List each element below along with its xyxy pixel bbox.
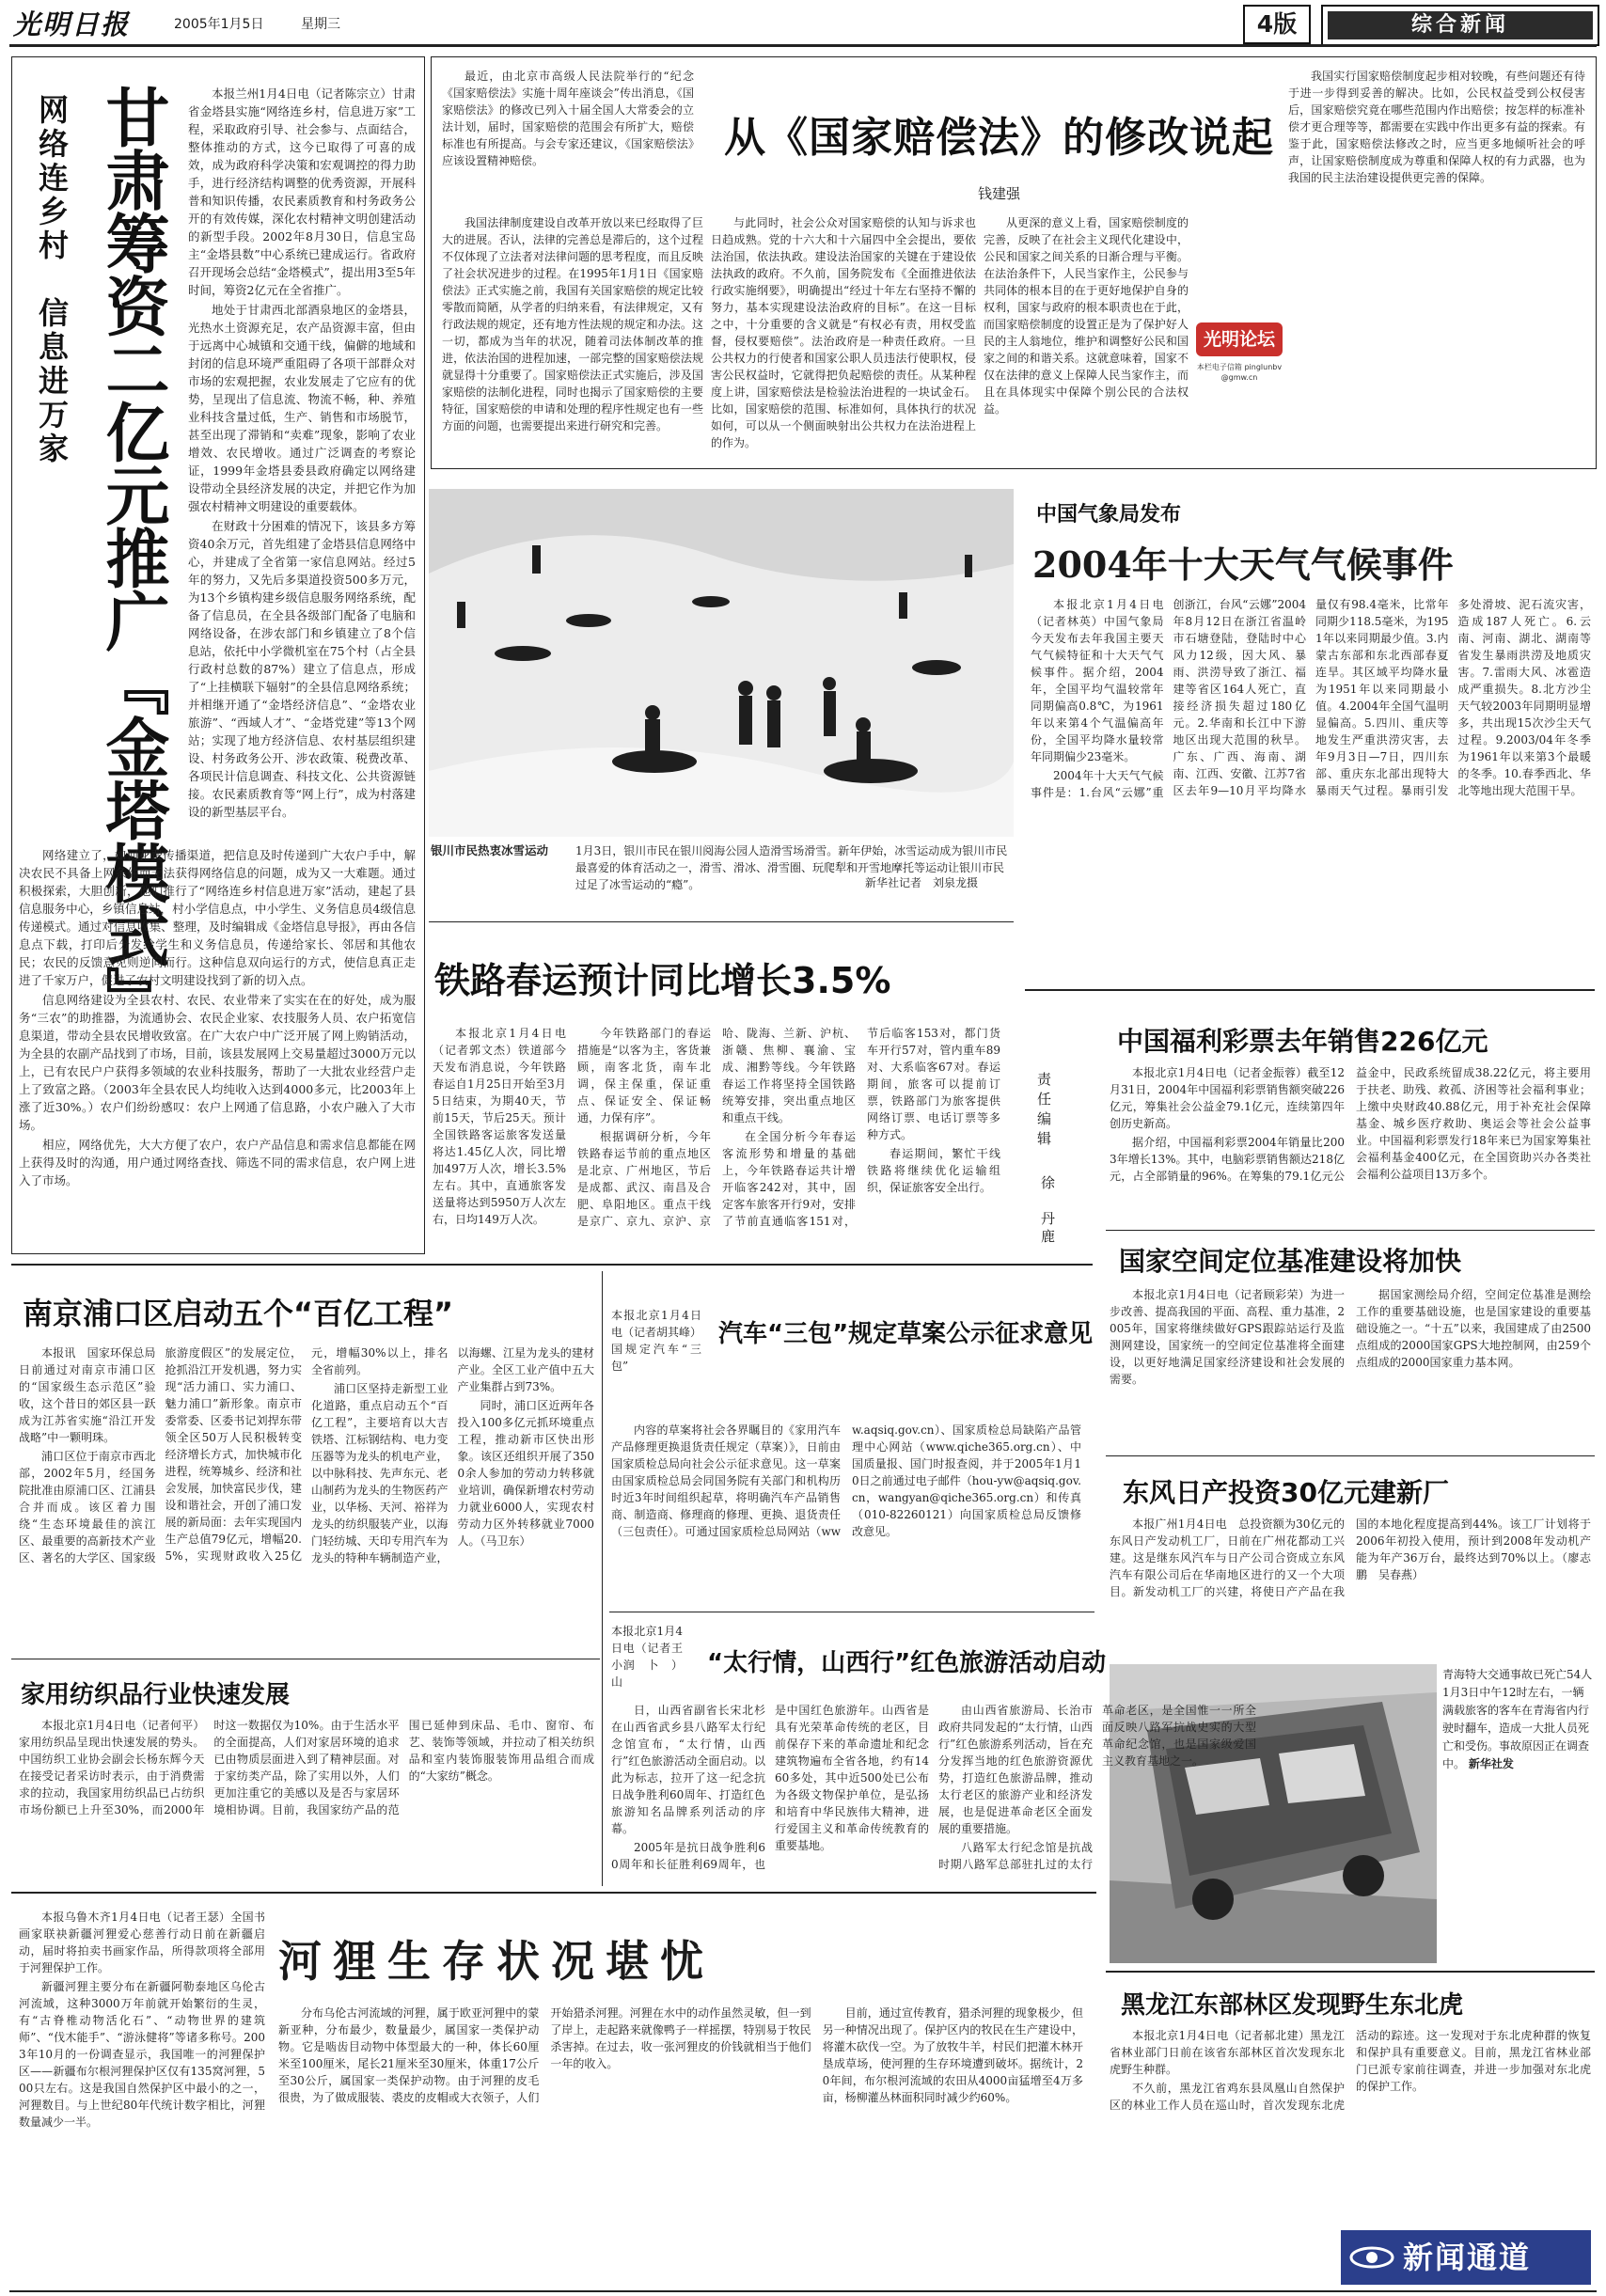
- gansu-body-top: [188, 85, 416, 844]
- auto-byline: 本报北京1月4日电（记者胡其峰）国规定汽车“三包”: [611, 1309, 702, 1373]
- taihang-title: “太行情，山西行”红色旅游活动启动: [707, 1649, 1107, 1677]
- paragraph: 与此同时，社会公众对国家赔偿的认知与诉求也日趋成熟。党的十六大和十六届四中全会提出，要依法治国，依法执政。建设法治国家的关键在于建设依法执政的政府。不久前，国务院发布《全面推进依法行政实施纲要》，明确提出“经过十年左右坚持不懈的努力，基本实现建设法治政府的目标”。在这一目标之中，十分重要的含义就是“有权必有责，用权受监督，侵权要赔偿”。法治政府是一种责任政府。一旦公共权力的行使者和国家公职人员违法行使职权，侵害公民权益时，它就得把负起赔偿的责任。从某种程度上讲，国家赔偿法是检验法治进程的一块试金石。比如，国家赔偿的范围、标准如何，具体执行的状况如何，可以从一个侧面映射出公共权力在法治进程上的作为。: [711, 216, 976, 449]
- paragraph: 在全国分析今年春运客流形势和增量的基础上，今年铁路春运共计增开临客242对，其中，固定客车旅客开行9对，安排了节前直通临客151对，节后临客153对，都门货车开行57对，管内重车89对、大系临客67对。春运期间，旅客可以提前订票，铁路部门为旅客提供网络订票、电话订票等多种方式。: [722, 1027, 1000, 1228]
- accident-caption: [1442, 1666, 1604, 1963]
- dongfeng-title: 东风日产投资30亿元建新厂: [1123, 1477, 1449, 1508]
- section-name: 综合新闻: [1410, 13, 1509, 37]
- satellite-icon: [1348, 2238, 1395, 2277]
- paragraph: 日，山西省副省长宋北杉在山西省武乡县八路军太行纪念馆宣布，“太行情，山西行”红色旅游活动全面启动。以此为标志，拉开了这一纪念抗日战争胜利60周年、打造红色旅游知名品牌系列活动的序幕。: [611, 1704, 765, 1835]
- editor-names: 徐 丹鹿: [1039, 1175, 1056, 1247]
- weather-title: 2004年十大天气气候事件: [1032, 543, 1454, 586]
- paragraph: 内容的草案将社会各界瞩目的《家用汽车产品修理更换退货责任规定（草案）》，日前由国家质检总局向社会公示征求意见。这一草案由国家质检总局会同国务院有关部门和机构历时近3年时间组织起草，将明确汽车产品销售商、制造商、修理商的修理、更换、退货责任（三包责任）。可通过国家质检总局网站（www.aqsiq.gov.cn）、国家质检总局缺陷产品管理中心网站（www.qiche365.org.cn）、中国质量报、国门时报查阅，并于2005年1月10日之前通过电子邮件（hou-yw@aqsiq.gov.cn，wangyan@qiche365.org.cn）和传真（010-82260121）向国家质检总局反馈修改意见。: [611, 1423, 1081, 1538]
- compensation-col-1: [442, 214, 703, 461]
- compensation-col-3: [984, 214, 1189, 461]
- skiing-credit: 新华社记者 刘泉龙摄: [865, 876, 979, 889]
- forum-stamp-label: 光明论坛: [1196, 322, 1283, 356]
- compensation-intro: [442, 68, 694, 207]
- issue-weekday: 星期三: [301, 17, 340, 32]
- compensation-author: 钱建强: [978, 185, 1021, 202]
- gansu-title: 甘肃筹资二亿元推广『金塔模式』: [95, 85, 169, 1030]
- lottery-title: 中国福利彩票去年销售226亿元: [1117, 1026, 1488, 1057]
- paragraph: 同时，浦口区近两年各投入100多亿元抓环境重点工程，推动新市区快出形象。该区还组织开展了3500余人参加的劳动力转移就业培训，确保新增农村劳动力就业6000人，实现农村劳动力区外转移就业7000人。（马卫东）: [457, 1399, 594, 1548]
- paragraph: 本报北京1月4日电（记者郝北建）黑龙江省林业部门日前在该省东部林区首次发现东北虎野生种群。: [1110, 2029, 1345, 2076]
- dongfeng-body: [1110, 1516, 1591, 1649]
- forum-stamp-note: 本栏电子信箱 pinglunbv@gmw.cn: [1196, 363, 1283, 382]
- weather-body: [1031, 596, 1591, 983]
- paragraph: 本报北京1月4日电（记者林英）中国气象局今天发布去年我国主要天气气候特征和十大天气气候事件。据介绍，2004年，全国平均气温较常年同期偏高0.8℃，为1961年以来第4个气温偏高年份，全国平均降水量较常年同期偏少23毫米。: [1031, 598, 1164, 763]
- section-banner: [1321, 5, 1599, 46]
- skiing-caption: 1月3日，银川市民在银川阅海公园人造滑雪场滑雪。新年伊始，冰雪运动成为银川市民最喜爱的体育活动之一，滑雪、滑冰、滑雪圈、玩爬犁和开雪地摩托等运动让银川市民过足了冰雪运动的“瘾”。: [575, 844, 1008, 891]
- accident-caption-text: 青海特大交通事故已死亡54人 1月3日中午12时左右，一辆满载旅客的客车在青海省内行驶时翻车，造成一大批人员死亡和受伤。事故原因正在调查中。: [1442, 1668, 1604, 1770]
- paragraph: 八路军太行纪念馆是抗战时期八路军总部驻扎过的太行革命老区，是全国惟一一所全面反映八路军抗战史实的大型革命纪念馆，也是国家级爱国主义教育基地之一。: [938, 1704, 1256, 1871]
- gansu-body-bottom: [19, 846, 416, 1245]
- hetan-right: [865, 1909, 1087, 2003]
- paragraph: 浦口区位于南京市西北部，2002年5月，经国务院批准由原浦口区、江浦县合并而成。该区着力围绕“生态环境最佳的滨江区、最重要的高新技术产业区、著名的大学区、国家级旅游度假区”的发展定位，抢抓沿江开发机遇，努力实现“活力浦口、实力浦口、魅力浦口”新形象。南京市委常委、区委书记刘捍东带领全区50万人民积极转变经济增长方式，加快城市化进程，统筹城乡、经济和社会发展，加快富民步伐，建设和谐社会，开创了浦口发展的新局面：去年实现国内生产总值79亿元，增幅20.5%，实现财政收入25亿元，增幅30%以上，排名全省前列。: [19, 1346, 449, 1565]
- nanjing-body: [19, 1345, 594, 1649]
- paragraph: 我国法律制度建设自改革开放以来已经取得了巨大的进展。否认，法律的完善总是滞后的，这个过程不仅体现了立法者对法律问题的思考程度，而且反映了社会状况进步的过程。在1995年1月1日《国家赔偿法》正式实施之前，我国有关国家赔偿的规定比较零散而简陋，从学者的归纳来看，有法律规定，又有行政法规的规定，还有地方性法规的规定和办法。这一切，都成为当年的状况，随着司法体制改革的推进，依法治国的进程加速，一部完整的国家赔偿法规就显得十分重要了。国家赔偿法正式实施后，涉及国家赔偿的法制化进程，同时也揭示了国家赔偿的主要特征，国家赔偿的申请和处理的程序性规定也有一些方面的问题，也需要提出来进行研究和完善。: [442, 216, 703, 432]
- accident-credit: 新华社发: [1468, 1757, 1514, 1770]
- taihang-byline: 本报北京1月4日电（记者王小润 卜 ）山: [611, 1625, 683, 1689]
- paragraph: 新疆河狸主要分布在新疆阿勒泰地区乌伦古河流域，这种3000万年前就开始繁衍的生灵，有“古脊椎动物活化石”、“动物世界的建筑师”、“伐木能手”、“游泳健将”等诸多称号。2003年10月的一份调查显示，我国唯一的河狸保护区——新疆布尔根河狸保护区仅有135窝河狸，500只左右。这是我国自然保护区中最小的之一，河狸数目。与上世纪80年代统计数字相比，河狸数量减少一半。: [19, 1980, 265, 2129]
- textile-title: 家用纺织品行业快速发展: [21, 1681, 291, 1709]
- paragraph: 网络建立了，如何花费传播渠道，把信息及时传递到广大农户手中，解决农民不具备上网条件而无法获得网络信息的问题，成为又一大难题。通过积极探索，大胆创新，他们推行了“网络连乡村信息进万家”活动，建起了县信息服务中心，乡镇信息站，村小学信息点，中小学生、义务信息员4级信息传递模式。通过对信息收集、整理，及时编辑成《金塔信息导报》，再由各信息点下载，打印后分发给学生和义务信息员，传递给家长、邻居和其他农民；农民的反馈意见则逆向而行。这种信息双向运行的方式，使信息真正走进了千家万户，促进了农村文明建设找到了新的切入点。: [19, 848, 416, 987]
- paragraph: 本报北京1月4日电（记者郭文杰）铁道部今天发布消息说，今年铁路春运自1月25日开始至3月5日结束，为期40天，节前15天，节后25天。预计全国铁路客运旅客发送量将达1.45亿人次，同比增加497万人次，增长3.5%左右。其中，直通旅客发送量将达到5950万人次左右，日均149万人次。: [433, 1027, 566, 1226]
- page-number: 4版: [1243, 5, 1311, 44]
- paragraph: 今年铁路部门的春运措施是“以客为主，客货兼顾，南客北货，南车北调，保主保重，保证重点、保证安全、保证畅通，力保有序”。: [577, 1027, 711, 1124]
- news-channel-logo: [1341, 2230, 1591, 2285]
- paragraph: 根据调研分析，今年铁路春运节前的重点地区是北京、广州地区，节后是成都、武汉、南昌及合肥、阜阳地区。重点干线是京广、京九、京沪、京哈、陇海、兰新、沪杭、浙赣、焦柳、襄渝、宝成、湘黔等线。今年铁路春运工作将坚持全国铁路统筹安排，突出重点地区和重点干线。: [577, 1027, 856, 1228]
- skiing-photo: [429, 489, 1014, 837]
- newspaper-logo: 光明日报: [13, 8, 131, 40]
- masthead: [0, 0, 1606, 47]
- paragraph: 本报乌鲁木齐1月4日电（记者王瑟）全国书画家联袂新疆河狸爱心慈善行动日前在新疆启动，届时将拍卖书画家作品，所得款项将全部用于河狸保护工作。: [19, 1911, 265, 1974]
- paragraph: 不久前，黑龙江省鸡东县凤凰山自然保护区的林业工作人员在巡山时，首次发现东北虎活动的踪迹。这一发现对于东北虎种群的恢复和保护具有重要意义。目前，黑龙江省林业部门已派专家前往调查，并进一步加强对东北虎的保护工作。: [1110, 2029, 1591, 2112]
- paragraph: 据国家测绘局介绍，空间定位基准是测绘工作的重要基础设施，也是国家建设的重要基础设施之一。“十五”以来，我国建成了由2500点组成的2000国家GPS大地控制网，由259个点组成的2000国家重力基本网。: [1356, 1288, 1591, 1369]
- taihang-body: [611, 1702, 1256, 1886]
- skiing-caption-title: 银川市民热衷冰雪运动: [431, 843, 549, 857]
- hetan-title: 河狸生存状况堪忧: [278, 1936, 715, 1987]
- paragraph: 相应，网络优先，大大方便了农户，农户产品信息和需求信息都能在网上获得及时的沟通，用户通过网络查找、筛选不同的需求信息，农户网上进入了市场。: [19, 1138, 416, 1187]
- paragraph: 2004年十大天气气候事件是：1.台风“云娜”重创浙江，台风“云娜”2004年8月12日在浙江省温岭市石塘登陆，登陆时中心风力12级，因大风、暴雨、洪涝导致了浙江、福建等省区164人死亡，直接经济损失超过180亿元。2.华南和长江中下游地区出现大范围的秋旱。广东、广西、海南、湖南、江西、安徽、江苏7省区去年9—10月平均降水量仅有98.4毫米，比常年同期少118.5毫米，为1951年以来同期最少值。3.内蒙古东部和东北西部春夏连旱。其区域平均降水量为1951年以来同期最小值。4.2004年全国气温明显偏高。5.四川、重庆等地发生严重洪涝灾害，去年9月3日—7日，四川东部、重庆东北部出现特大暴雨天气过程。暴雨引发多处滑坡、泥石流灾害，造成187人死亡。6.云南、河南、湖北、湖南等省发生暴雨洪涝及地质灾害。7.雷雨大风、冰雹造成严重损失。8.北方沙尘天气较2003年同期明显增多，共出现15次沙尘天气过程。9.2003/04年冬季为1961年以来第3个最暖的冬季。10.春季西北、华北等地出现大范围干旱。: [1031, 598, 1591, 799]
- compensation-title: 从《国家赔偿法》的修改说起: [724, 114, 1274, 162]
- lottery-body: [1110, 1064, 1591, 1222]
- paragraph: 信息网络建设为全县农村、农民、农业带来了实实在在的好处，成为服务“三农”的助推器，为流通协会、农民企业家、农技服务人员、农户拓宽信息渠道，带动全县农民增收致富。在广大农户中广泛开展了网上购销活动，为全县的农副产品找到了市场，目前，该县发展网上交易量超过3000万元以上，已有农民户户获得多领域的农业科技服务，帮助了一大批农业经营户走上了致富之路。（2003年全县农民人均纯收入达到4000多元，比2003年上涨了近30%。）农户们纷纷感叹：农户上网通了信息路，小农户融入了大市场。: [19, 993, 416, 1132]
- paragraph: 最近，由北京市高级人民法院举行的“纪念《国家赔偿法》实施十周年座谈会”传出消息，《国家赔偿法》的修改已列入十届全国人大常委会的立法计划，届时，国家赔偿的范围会有所扩大，赔偿标准也有所提高。与会专家还建议，《国家赔偿法》应该设置精神赔偿。: [442, 70, 694, 167]
- paragraph: 从更深的意义上看，国家赔偿制度的完善，反映了在社会主义现代化建设中，公民和国家之间关系的日渐合理与平衡。在法治条件下，人民当家作主，公民参与共同体的根本目的在于更好地保护自身的权利，国家与政府的根本职责也在于此，而国家赔偿制度的设置正是为了保护好人民的主人翁地位，维护和调整好公民和国家之间的和谐关系。这就意味着，国家不仅在法律的意义上保障人民当家作主，而且在具体现实中保障个别公民的合法权益。: [984, 216, 1189, 416]
- weather-kicker: 中国气象局发布: [1036, 503, 1182, 527]
- tiger-title: 黑龙江东部林区发现野生东北虎: [1121, 1991, 1464, 2020]
- news-channel-label: 新闻通道: [1403, 2240, 1532, 2275]
- paragraph: 本报北京1月4日电（记者金振蓉）截至12月31日，2004年中国福利彩票销售额突破226亿元，筹集社会公益金79.1亿元，连续第四年创历史新高。: [1110, 1066, 1345, 1130]
- paragraph: 浦口区坚持走新型工业化道路，重点启动五个“百亿工程”，主要培育以大吉铁塔、江标钢结构、电力变压器等为龙头的机电产业，以中脉科技、先声东元、老山制药为龙头的生物医药产业，以华杨、天河、裕祥为龙头的纺织服装产业，以海门轻纺城、天印专用汽车为龙头的特种车辆制造产业，以海螺、江星为龙头的建材产业。全区工业产值中五大产业集群占到73%。: [311, 1346, 594, 1565]
- compensation-col-4: [1288, 68, 1585, 461]
- paragraph: 目前，通过宣传教育，猎杀河狸的现象极少，但另一种情况出现了。保护区内的牧民在生产建设中，将灌木砍伐一空。为了放牧牛羊，村民们把灌木林开垦成草场，使河狸的生存环境遭到破坏。据统计，20年间，布尔根河流域的农田从4000亩猛增至4万多亩，杨柳灌丛林面积同时减少约60%。: [822, 2006, 1083, 2104]
- tiger-body: [1110, 2027, 1591, 2225]
- hetan-lead: [19, 1909, 265, 2288]
- editor-credit: [1034, 1072, 1055, 1151]
- paragraph: 本报广州1月4日电 总投资额为30亿元的东风日产发动机工厂，日前在广州花都动工兴建。这是继东风汽车与日产公司合资成立东风汽车有限公司后在华南地区进行的又一个大项目。新发动机工厂的兴建，将使日产产品在我国的本地化程度提高到44%。该工厂计划将于2006年初投入使用，预计到2008年发动机产能为年产36万台，最终达到70%以上。（廖志鹏 吴春燕）: [1110, 1518, 1591, 1598]
- gansu-side-title: 网络连乡村 信息进万家: [34, 94, 70, 466]
- railway-title: 铁路春运预计同比增长3.5%: [434, 960, 891, 1001]
- editor-label: 责任编辑: [1035, 1072, 1052, 1151]
- paragraph: 本报北京1月4日电（记者何平）家用纺织品呈现出快速发展的势头。中国纺织工业协会副会长杨东辉今天在接受记者采访时表示，由于消费需求的拉动，我国家用纺织品已占纺织市场份额已上升至30%，而2000年时这一数据仅为10%。由于生活水平的全面提高，人们对家居环境的追求已由物质层面进入到了精神层面。对于家纺类产品，除了实用以外，人们更加注重它的美感以及是否与家居环境相协调。目前，我国家纺产品的范围已延伸到床品、毛巾、窗帘、布艺、装饰等领域，并拉动了相关纺织品和室内装饰服装饰用品组合而成的“大家纺”概念。: [19, 1719, 594, 1816]
- paragraph: 本报兰州1月4日电（记者陈宗立）甘肃省金塔县实施“网络连乡村，信息进万家”工程，采取政府引导、社会参与、点面结合，整体推动的方式，这今已取得了可喜的成效，成为政府科学决策和宏观调控的得力助手，进行经济结构调整的优秀资源，开展科普和知识传播，农民素质教育和村务政务公开的有效传媒，深化农村精神文明创建活动的新型手段。2002年8月30日，信息宝岛主“金塔县数”中心系统已建成运行。省政府召开现场会总结“金塔模式”，提出用3至5年时间，筹资2亿元在全省推广。: [188, 86, 416, 297]
- paragraph: 春运期间，繁忙干线铁路将继续优化运输组织，保证旅客安全出行。: [867, 1147, 1000, 1194]
- gps-title: 国家空间定位基准建设将加快: [1119, 1246, 1462, 1277]
- forum-stamp: [1196, 315, 1283, 390]
- auto-title: 汽车“三包”规定草案公示征求意见: [718, 1320, 1094, 1348]
- paragraph: 在财政十分困难的情况下，该县多方筹资40余万元，首先组建了金塔县信息网络中心，并建成了全省第一家信息网站。经过5年的努力，又先后多渠道投资500多万元，为13个乡镇构建乡级信息服务网络系统，配备了信息员，在全县各级部门配备了电脑和网络设备，在涉农部门和乡镇建立了8个信息站，依托中小学微机室在75个村（占全县行政村总数的87%）建立了信息点，形成了“上挂横联下辐射”的全县信息网络系统；并相继开通了“金塔经济信息”、“金塔农业旅游”、“西域人才”、“金塔党建”等13个网站；实现了地方经济信息、农村基层组织建设、村务政务公开、涉农政策、税费改革、各项民计信息调查、科技文化、公共资源链接。农民素质教育等“网上行”，成为村落建设的新型基层平台。: [188, 519, 416, 819]
- paragraph: 2005年是抗日战争胜利60周年和长征胜利69周年，也是中国红色旅游年。山西省是具有光荣革命传统的老区，目前保存下来的革命遗址和纪念建筑物遍布全省各地，约有1460多处，其中近500处已公布为各级文物保护单位，是弘扬和培育中华民族伟大精神，进行爱国主义和革命传统教育的重要基地。: [611, 1704, 929, 1871]
- paragraph: 地处于甘肃西北部酒泉地区的金塔县，光热水土资源充足，农产品资源丰富，但由于远离中心城镇和交通干线，偏僻的地域和封闭的信息环境严重阻碍了各项干部群众对市场的宏观把握，农业发展走了它应有的优势，呈现出了信息流、物流不畅，种、养殖业科技含量过低，生产、销售和市场脱节，甚至出现了滞销和“卖难”现象，影响了农业增效、农民增收。通过广泛调查的考察论证，1999年金塔县委县政府确定以网络建设带动全县经济发展的决定，并把它作为加强农村精神文明建设的重要载体。: [188, 303, 416, 513]
- paragraph: 分布乌伦古河流域的河狸，属于欧亚河狸中的蒙新亚种，分布最少，数量最少，属国家一类保护动物。它是啮齿目动物中体型最大的一种，体长60厘米至100厘米，尾长21厘米至30厘米，体重17公斤至30公斤，属国家一类保护动物。由于河狸的皮毛很贵，为了做成服装、裘皮的皮帽或大衣领子，人们开始猎杀河狸。河狸在水中的动作虽然灵敏，但一到了岸上，走起路来就像鸭子一样摇摆，特别易于牧民杀害掉。在过去，收一张河狸皮的价钱就相当于他们一年的收入。: [278, 2006, 811, 2104]
- paragraph: 我国实行国家赔偿制度起步相对较晚，有些问题还有待于进一步得到妥善的解决。比如，公民权益受到公权侵害后，国家赔偿究竟在哪些范围内作出赔偿；按怎样的标准补偿才更合理等等，都需要在实践中作出更多有益的探索。有鉴于此，国家赔偿法修改之时，应当更多地倾听社会的呼声，让国家赔偿制度成为尊重和保障人权的有力武器，也为我国的民主法治建设提供更完善的保障。: [1288, 70, 1585, 184]
- gps-body: [1110, 1286, 1591, 1452]
- railway-body: [433, 1025, 1000, 1249]
- compensation-col-2: [711, 214, 976, 461]
- auto-body: [611, 1422, 1081, 1604]
- issue-date: 2005年1月5日: [174, 17, 264, 32]
- textile-body: [19, 1717, 594, 1884]
- hetan-body: [278, 2005, 1083, 2288]
- paragraph: 由山西省旅游局、长治市政府共同发起的“太行情，山西行”红色旅游系列活动，旨在充分发挥当地的红色旅游资源优势，打造红色旅游品牌，推动太行老区的旅游产业和经济发展，也是促进革命老区全面发展的重要措施。: [938, 1704, 1093, 1835]
- paragraph: 据介绍，中国福利彩票2004年销量比2003年增长13%。其中，电脑彩票销售额达218亿元，占全部销量的96%。在筹集的79.1亿元公益金中，民政系统留成38.22亿元，将主要用于扶老、助残、救孤、济困等社会福利事业；上缴中央财政40.88亿元，用于补充社会保障基金、城乡医疗救助、奥运会等社会公益事业。中国福利彩票发行18年来已为国家筹集社会福利基金400亿元，在全国资助兴办各类社会福利公益项目13万多个。: [1110, 1066, 1591, 1183]
- paragraph: 本报讯 国家环保总局日前通过对南京市浦口区的“国家级生态示范区”验收，这个昔日的郊区县一跃成为江苏省实施“沿江开发战略”中一颗明珠。: [19, 1346, 156, 1444]
- paragraph: 本报北京1月4日电（记者顾彩荣）为进一步改善、提高我国的平面、高程、重力基准，2005年，国家将继续做好GPS跟踪站运行及监测网建设，国家统一的空间定位基准将全面建设，以更好地满足国家经济建设和社会发展的需要。: [1110, 1288, 1345, 1386]
- nanjing-title: 南京浦口区启动五个“百亿工程”: [23, 1296, 454, 1331]
